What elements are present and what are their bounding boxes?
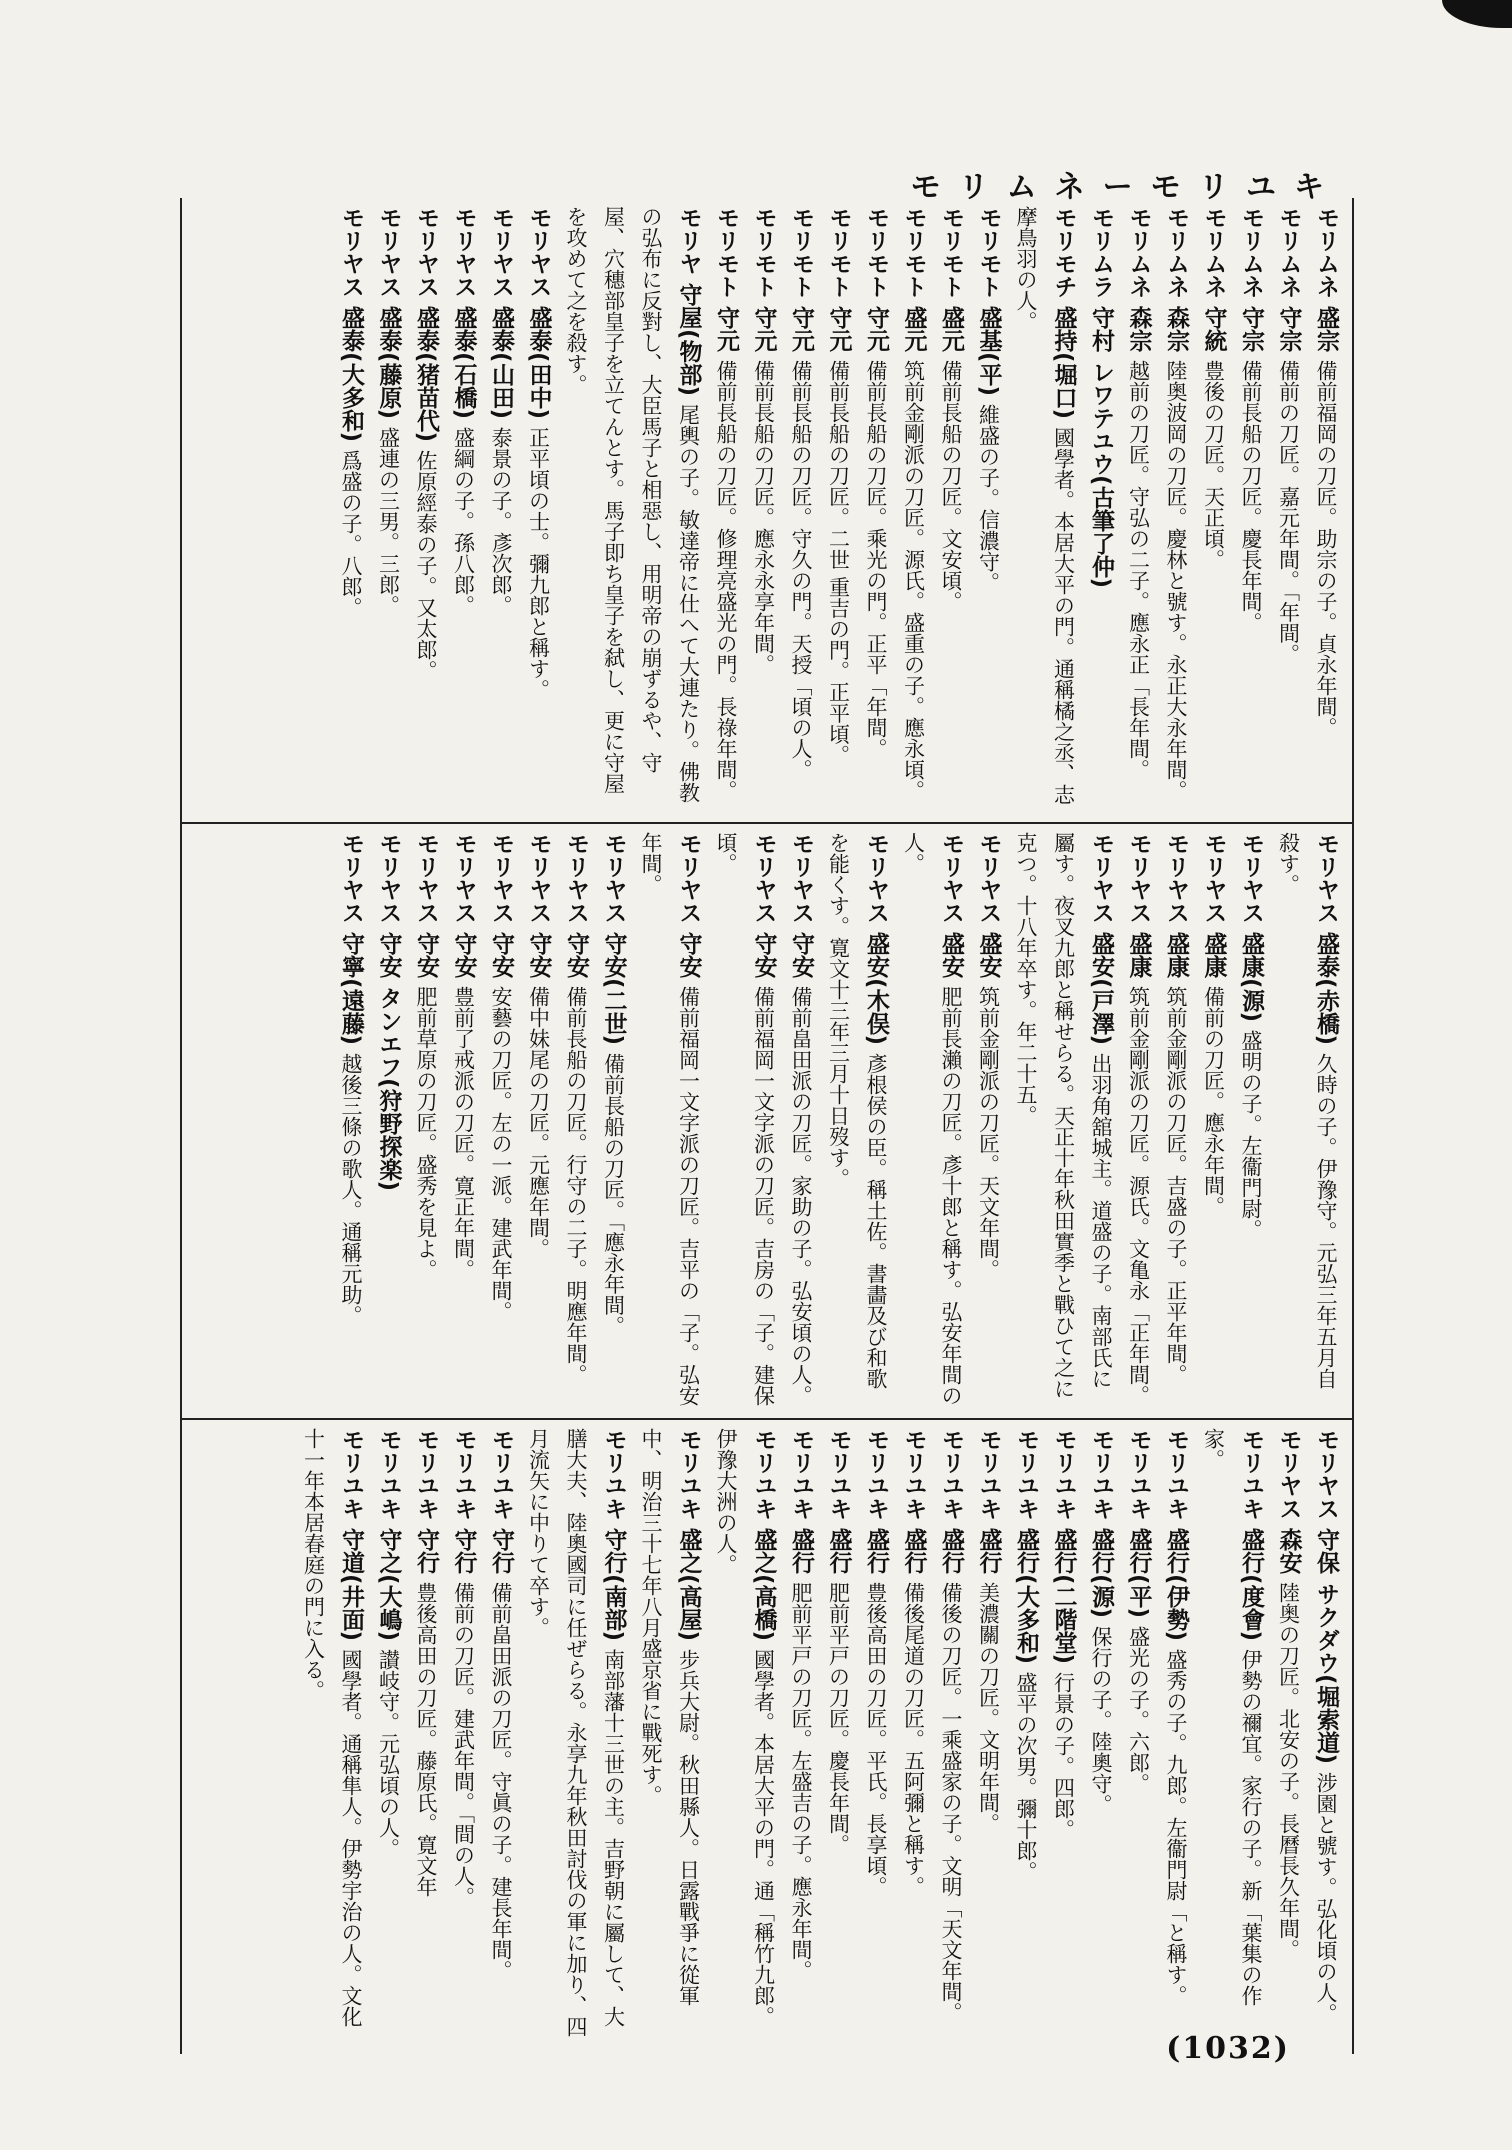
dictionary-entry <box>1157 832 1195 1410</box>
entry-headword: モリユキ 盛行(源) <box>1088 1428 1114 1627</box>
entry-headword: モリムネ 守宗 <box>1275 206 1302 361</box>
entry-headword: モリユキ 守行(南部) <box>600 1428 627 1650</box>
entry-definition: 出羽角舘城主。道盛の子。南部氏に屬す。夜叉九郎と稱せらる。天正十年秋田實季と戰ひて之に克つ。十八年卒す。年二十五。 <box>1014 832 1113 1399</box>
dictionary-entry <box>819 206 857 812</box>
dictionary-entry <box>782 832 820 1410</box>
entry-definition: 豊後の刀匠。天正頃。 <box>1201 360 1226 571</box>
entry-headword: モリヤス 盛泰(猪苗代) <box>413 206 439 451</box>
entry-headword: モリユキ 盛之(高橋) <box>750 1428 777 1650</box>
dictionary-entry <box>294 1428 369 2048</box>
entry-headword: モリヤス 盛安(木俣) <box>863 832 889 1054</box>
dictionary-entry <box>1007 832 1120 1410</box>
dictionary-entry <box>407 832 445 1410</box>
entry-headword: モリヤス 守保 サクダウ(堀索道) <box>1313 1428 1339 1773</box>
entry-definition: 備前の刀匠。應永年間。 <box>1201 986 1226 1218</box>
tier-entries <box>190 1428 1344 2048</box>
entry-definition: 久時の子。伊豫守。元弘三年五月自殺す。 <box>1276 832 1338 1390</box>
dictionary-entry <box>1307 206 1345 812</box>
entry-headword: モリモト 守元 <box>863 206 889 361</box>
dictionary-entry <box>969 206 1007 812</box>
entry-headword: モリユキ 盛行 <box>938 1428 964 1583</box>
entry-definition: 爲盛の子。八郎。 <box>339 450 363 619</box>
dictionary-entry <box>932 1428 970 2048</box>
entry-headword: モリヤス 盛泰(大多和) <box>338 206 364 451</box>
entry-definition: 豊後高田の刀匠。藤原氏。寛文年 <box>414 1582 438 1898</box>
dictionary-entry <box>819 1428 857 2048</box>
page-number: (1032) <box>1166 2031 1290 2066</box>
dictionary-entry <box>444 832 482 1410</box>
entry-headword: モリヤス 盛康(源) <box>1238 832 1264 1031</box>
dictionary-entry <box>782 206 820 812</box>
entry-headword: モリヤス 盛泰(藤原) <box>375 206 402 428</box>
entry-headword: モリヤス 盛康 <box>1163 832 1189 987</box>
dictionary-entry <box>1232 832 1270 1410</box>
entry-headword: モリムネ 森宗 <box>1163 206 1189 361</box>
entry-headword: モリヤス 守安(二世) <box>600 832 627 1054</box>
entry-headword: モリヤス 盛安 <box>975 832 1002 987</box>
entry-definition: 筑前金剛派の刀匠。天文年間。 <box>976 986 1001 1281</box>
entry-definition: 國學者。通稱隼人。伊勢宇治の人。文化十一年本居春庭の門に入る。 <box>301 1428 363 2028</box>
entry-definition: 尾輿の子。敏達帝に仕へて大連たり。佛教の弘布に反對し、大臣馬子と相惡し、用明帝の崩ずるや、守屋、穴穗部皇子を立てんとす。馬子即ち皇子を弑し、更に守屋を攻めて之を殺す。 <box>564 206 701 804</box>
entry-headword: モリユキ 盛之(高屋) <box>675 1428 702 1650</box>
dictionary-entry <box>407 1428 445 2048</box>
entry-definition: 備後の刀匠。一乘盛家の子。文明「天文年間。 <box>939 1582 963 2024</box>
entry-definition: 筑前金剛派の刀匠。源氏。文亀永「正年間。 <box>1126 986 1151 1407</box>
entry-definition: 涉園と號す。弘化頃の人。 <box>1314 1772 1338 2025</box>
dictionary-entry <box>969 1428 1007 2048</box>
dictionary-entry <box>482 206 520 812</box>
entry-definition: 盛綱の子。孫八郎。 <box>451 427 476 617</box>
entry-definition: 肥前平戸の刀匠。左盛吉の子。應永年間。 <box>789 1582 813 1982</box>
entry-headword: モリムネ 盛宗 <box>1313 206 1339 361</box>
entry-headword: モリモト 盛元 <box>900 206 927 361</box>
entry-headword: モリユキ 盛行 <box>975 1428 1002 1583</box>
entry-definition: 筑前金剛派の刀匠。源氏。盛重の子。應永頃。 <box>901 360 926 802</box>
entry-headword: モリヤス 盛安 <box>938 832 964 987</box>
entry-definition: 筑前金剛派の刀匠。吉盛の子。正平年間。 <box>1164 986 1188 1386</box>
entry-definition: 備前長船の刀匠。行守の二子。明應年間。 <box>564 986 588 1386</box>
entry-headword: モリヤス 守安 <box>413 832 439 987</box>
dictionary-entry <box>1119 206 1157 812</box>
dictionary-entry <box>369 1428 407 2048</box>
entry-definition: 備前長船の刀匠。二世 重吉の門。正平頃。 <box>826 360 851 766</box>
dictionary-entry <box>894 1428 932 2048</box>
entry-headword: モリヤス 守安 <box>525 832 552 987</box>
entry-headword: モリヤス 盛泰(赤橋) <box>1313 832 1339 1054</box>
entry-definition: 肥前平戸の刀匠。慶長年間。 <box>826 1582 851 1856</box>
entry-headword: モリヤス 守安 <box>750 832 777 987</box>
entry-headword: モリムラ 守村 レワテユウ(古筆了仲) <box>1088 206 1114 589</box>
entry-headword: モリユキ 盛行(伊勢) <box>1163 1428 1189 1650</box>
entry-headword: モリヤス 盛泰(山田) <box>488 206 514 428</box>
entry-definition: 陸奥波岡の刀匠。慶林と號す。永正大永年間。 <box>1164 360 1188 802</box>
entry-definition: 備前長船の刀匠。慶長年間。 <box>1239 360 1263 634</box>
entry-definition: 備前長船の刀匠。修理亮盛光の門。長祿年間。 <box>714 360 738 802</box>
entry-definition: 泰景の子。彥次郎。 <box>489 427 513 617</box>
entry-definition: 豊前了戒派の刀匠。寛正年間。 <box>451 986 476 1281</box>
tier-middle <box>182 822 1352 1418</box>
entry-definition: 國學者。本居大平の門。通「稱竹九郎。伊豫大洲の人。 <box>714 1428 776 2028</box>
dictionary-entry <box>1194 206 1232 812</box>
entry-headword: モリヤス 守安 <box>675 832 702 987</box>
dictionary-entry <box>1157 206 1195 812</box>
entry-headword: モリヤス 守安 <box>788 832 814 987</box>
entry-definition: 備前畠田派の刀匠。家助の子。弘安頃の人。 <box>789 986 813 1407</box>
entry-headword: モリユキ 盛行(度會) <box>1238 1428 1264 1650</box>
entry-headword: モリヤス 森安 <box>1275 1428 1302 1583</box>
entry-definition: 步兵大尉。秋田縣人。日露戰爭に從軍中、明治三十七年八月盛京省に戰死す。 <box>639 1428 701 2007</box>
dictionary-entry <box>519 206 557 812</box>
entry-headword: モリヤス 守安 <box>563 832 589 987</box>
entry-headword: モリモト 盛基(平) <box>975 206 1002 405</box>
dictionary-entry <box>632 832 707 1410</box>
entry-definition: 盛秀の子。九郎。左衞門尉「と稱す。 <box>1164 1649 1188 2007</box>
entry-headword: モリユキ 守之(大嶋) <box>375 1428 402 1650</box>
dictionary-entry <box>1157 1428 1195 2048</box>
tier-entries <box>190 206 1344 812</box>
dictionary-entry <box>782 1428 820 2048</box>
dictionary-entry <box>557 832 595 1410</box>
dictionary-entry <box>369 206 407 812</box>
entry-definition: 保行の子。陸奧守。 <box>1089 1626 1113 1816</box>
entry-definition: 讃岐守。元弘頃の人。 <box>376 1649 401 1860</box>
tier-entries <box>190 832 1344 1410</box>
dictionary-entry <box>932 206 970 812</box>
dictionary-entry <box>369 832 407 1410</box>
dictionary-entry <box>894 832 969 1410</box>
entry-headword: モリユキ 守行 <box>413 1428 439 1583</box>
dictionary-entry <box>1232 206 1270 812</box>
dictionary-entry <box>407 206 445 812</box>
entry-headword: モリヤス 守寧(遠藤) <box>338 832 364 1054</box>
dictionary-entry <box>969 832 1007 1410</box>
entry-headword: モリムネ 森宗 <box>1125 206 1152 361</box>
tier-top <box>182 198 1352 820</box>
dictionary-entry <box>594 832 632 1410</box>
dictionary-entry <box>857 1428 895 2048</box>
dictionary-entry <box>819 832 894 1410</box>
dictionary-entry <box>1269 1428 1307 2048</box>
entry-definition: 備中妹尾の刀匠。元應年間。 <box>526 986 551 1260</box>
entry-definition: 南部藩十三世の主。吉野朝に屬して、大膳大夫、陸奧國司に任ぜらる。永享九年秋田討伐の軍に加り、四月流矢に中りて卒す。 <box>526 1428 626 2037</box>
dictionary-entry <box>1194 832 1232 1410</box>
entry-definition: 行景の子。四郎。 <box>1051 1672 1076 1841</box>
entry-headword: モリユキ 盛行(二階堂) <box>1050 1428 1077 1673</box>
entry-definition: 越前の刀匠。守弘の二子。應永正「長年間。 <box>1126 360 1151 781</box>
entry-headword: モリユキ 守行 <box>488 1428 514 1583</box>
dictionary-entry <box>332 832 370 1410</box>
entry-headword: モリヤス 盛康 <box>1125 832 1152 987</box>
dictionary-entry <box>482 832 520 1410</box>
entry-headword: モリムネ 守統 <box>1200 206 1227 361</box>
entry-definition: 維盛の子。信濃守。 <box>976 404 1001 594</box>
entry-headword: モリモチ 盛持(堀口) <box>1050 206 1077 428</box>
entry-headword: モリヤ 守屋(物部) <box>675 206 702 405</box>
entry-definition: 備前の刀匠。嘉元年間。「年間。 <box>1276 360 1301 665</box>
entry-headword: モリヤス 盛泰(田中) <box>525 206 552 428</box>
entry-definition: 備前長船の刀匠。乘光の門。正平「年間。 <box>864 360 888 760</box>
entry-headword: モリユキ 守行 <box>450 1428 477 1583</box>
entry-definition: 正平頃の士。彌九郎と稱す。 <box>526 427 551 701</box>
entry-definition: 佐原經泰の子。又太郎。 <box>414 450 438 682</box>
entry-definition: 豊後高田の刀匠。平氏。長享頃。 <box>864 1582 888 1898</box>
entry-definition: 備前福岡の刀匠。助宗の子。貞永年間。 <box>1314 360 1338 739</box>
entry-headword: モリヤス 盛安(戸澤) <box>1088 832 1114 1054</box>
dictionary-entry <box>1007 206 1082 812</box>
entry-definition: 備前長船の刀匠。「應永年間。 <box>601 1053 626 1337</box>
entry-headword: モリヤス 守安 タンエフ(狩野探楽) <box>375 832 402 1192</box>
entry-headword: モリユキ 盛行 <box>788 1428 814 1583</box>
entry-headword: モリユキ 盛行 <box>900 1428 927 1583</box>
entry-definition: 美濃關の刀匠。文明年間。 <box>976 1582 1001 1835</box>
dictionary-entry <box>519 832 557 1410</box>
entry-headword: モリモト 守元 <box>788 206 814 361</box>
entry-definition: 備前の刀匠。建武年間。「間の人。 <box>451 1582 476 1908</box>
tier-bottom <box>182 1418 1352 2056</box>
entry-definition: 備前長船の刀匠。文安頃。 <box>939 360 963 613</box>
dictionary-entry <box>1269 206 1307 812</box>
entry-headword: モリユキ 盛行 <box>863 1428 889 1583</box>
entry-headword: モリモト 守元 <box>750 206 777 361</box>
dictionary-entry <box>1082 206 1120 812</box>
dictionary-entry <box>482 1428 520 2048</box>
entry-definition: 備前畠田派の刀匠。守眞の子。建長年間。 <box>489 1582 513 1982</box>
dictionary-entry <box>1082 1428 1120 2048</box>
entry-definition: 陸奥の刀匠。北安の子。長曆長久年間。 <box>1276 1582 1301 1961</box>
dictionary-entry <box>1194 1428 1269 2048</box>
entry-headword: モリモト 盛元 <box>938 206 964 361</box>
entry-headword: モリモト 守元 <box>825 206 852 361</box>
entry-headword: モリモト 守元 <box>713 206 739 361</box>
entry-headword: モリヤス 守安 <box>488 832 514 987</box>
dictionary-entry <box>444 1428 482 2048</box>
dictionary-entry <box>1307 1428 1345 2048</box>
entry-headword: モリヤス 盛康 <box>1200 832 1227 987</box>
entry-definition: 備前福岡一文字派の刀匠。吉平の「子。弘安年間。 <box>639 832 701 1407</box>
entry-definition: 國學者。本居大平の門。通稱橘之丞、志摩鳥羽の人。 <box>1014 206 1076 806</box>
entry-definition: 備前福岡一文字派の刀匠。吉房の「子。建保頃。 <box>714 832 776 1407</box>
dictionary-entry <box>1119 832 1157 1410</box>
entry-definition: 盛明の子。左衞門尉。 <box>1239 1030 1263 1241</box>
dictionary-entry <box>444 206 482 812</box>
entry-definition: 盛光の子。六郎。 <box>1126 1626 1151 1795</box>
dictionary-entry <box>332 206 370 812</box>
entry-headword: モリヤス 盛泰(石橋) <box>450 206 477 428</box>
dictionary-entry <box>707 832 782 1410</box>
entry-definition: 備後尾道の刀匠。五阿彌と稱す。 <box>901 1582 926 1898</box>
dictionary-entry <box>857 206 895 812</box>
dictionary-entry <box>894 206 932 812</box>
dictionary-entry <box>1119 1428 1157 2048</box>
entry-definition: 彥根侯の臣。稱土佐。書畵及び和歌を能くす。寛文十三年三月十日歿す。 <box>826 832 888 1390</box>
entry-definition: 備前長船の刀匠。應永永享年間。 <box>751 360 776 676</box>
dictionary-entry <box>707 1428 782 2048</box>
entry-definition: 安藝の刀匠。左の一派。建武年間。 <box>489 986 513 1323</box>
dictionary-entry <box>1044 1428 1082 2048</box>
dictionary-entry <box>519 1428 632 2048</box>
entry-headword: モリヤス 守安 <box>450 832 477 987</box>
dictionary-entry <box>707 206 745 812</box>
entry-headword: モリユキ 守道(井面) <box>338 1428 364 1650</box>
entry-definition: 肥前長瀨の刀匠。彥十郎と稱す。弘安年間の人。 <box>901 832 963 1407</box>
entry-headword: モリムネ 守宗 <box>1238 206 1264 361</box>
entry-headword: モリユキ 盛行 <box>825 1428 852 1583</box>
running-head: モリムネーモリユキ <box>910 170 1342 205</box>
dictionary-entry <box>744 206 782 812</box>
dictionary-entry <box>632 1428 707 2048</box>
entry-definition: 盛連の三男。三郎。 <box>376 427 401 617</box>
entry-definition: 越後三條の歌人。通稱元助。 <box>339 1053 363 1327</box>
page-edge-shadow <box>1442 0 1512 28</box>
entry-definition: 肥前草原の刀匠。盛秀を見よ。 <box>414 986 438 1281</box>
dictionary-page-frame <box>180 198 1354 2054</box>
entry-definition: 盛平の次男。彌十郎。 <box>1014 1672 1038 1883</box>
dictionary-entry <box>1007 1428 1045 2048</box>
dictionary-entry <box>1269 832 1344 1410</box>
dictionary-entry <box>557 206 707 812</box>
entry-definition: 伊勢の禰宜。家行の子。新「葉集の作家。 <box>1201 1428 1263 2007</box>
entry-headword: モリユキ 盛行(平) <box>1125 1428 1152 1627</box>
entry-headword: モリユキ 盛行(大多和) <box>1013 1428 1039 1673</box>
entry-definition: 備前長船の刀匠。守久の門。天授「頃の人。 <box>789 360 813 781</box>
